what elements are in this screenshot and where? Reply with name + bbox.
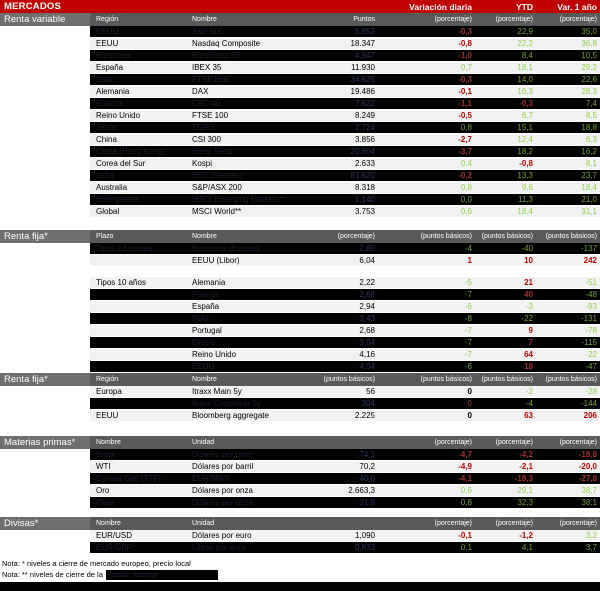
column-header: Nombre	[192, 376, 217, 383]
section-renta-variable	[0, 13, 600, 218]
table-row	[90, 313, 600, 325]
region-cell: Corea del Sur	[96, 159, 146, 168]
column-header-ytd: YTD	[516, 1, 533, 12]
ytd-change-cell: 40	[524, 290, 533, 299]
section-header-bar	[0, 13, 600, 26]
name-cell: Portugal	[192, 326, 222, 335]
daily-change-cell: -7	[464, 290, 472, 299]
column-header: (puntos básicos)	[420, 233, 472, 240]
daily-change-cell: 0	[467, 411, 472, 420]
points-cell: 2,68	[359, 326, 375, 335]
region-cell: Europa	[96, 387, 122, 396]
one-year-change-cell: 22,6	[581, 75, 597, 84]
table-row	[90, 530, 600, 542]
one-year-change-cell: -22	[585, 350, 597, 359]
table-row	[90, 349, 600, 361]
table-row	[90, 158, 600, 170]
column-header: (puntos básicos)	[481, 233, 533, 240]
table-row	[90, 301, 600, 313]
daily-change-cell: 0,8	[460, 498, 472, 507]
points-cell: 8.318	[354, 183, 375, 192]
daily-change-cell: 0,6	[460, 207, 472, 216]
table-row	[90, 86, 600, 98]
one-year-change-cell: 8,5	[585, 111, 597, 120]
name-cell: BSE (Sensex)	[192, 171, 243, 180]
daily-change-cell: -2,7	[458, 135, 472, 144]
daily-change-cell: -0,3	[458, 75, 472, 84]
table-row	[90, 497, 600, 509]
section-label: Divisas*	[0, 517, 90, 530]
column-header: Unidad	[192, 439, 215, 446]
column-header: (porcentaje)	[337, 233, 375, 240]
name-cell: FTSE 100	[192, 111, 229, 120]
column-header: (porcentaje)	[434, 520, 472, 527]
table-row	[90, 542, 600, 554]
footnote-2-highlight: sesión anterior	[106, 570, 218, 580]
points-cell: 2,22	[359, 278, 375, 287]
column-header: (porcentaje)	[495, 16, 533, 23]
daily-change-cell: -1,0	[458, 51, 472, 60]
region-cell: Global	[96, 207, 120, 216]
column-header: Plazo	[96, 233, 114, 240]
name-cell: Grecia	[192, 338, 216, 347]
section-header-bar	[0, 436, 600, 449]
table-row	[90, 473, 600, 485]
ytd-change-cell: 18,4	[517, 207, 533, 216]
region-cell: Tipos 12 meses	[96, 244, 153, 253]
footnotes	[2, 558, 600, 580]
region-cell: EUR/USD	[96, 531, 133, 540]
points-cell: 70,2	[359, 462, 375, 471]
region-cell: Alemania	[96, 87, 130, 96]
points-cell: 304	[361, 399, 375, 408]
daily-change-cell: -1,1	[458, 99, 472, 108]
one-year-change-cell: 7,4	[585, 99, 597, 108]
ytd-change-cell: -1,2	[519, 531, 533, 540]
ytd-change-cell: -18,3	[514, 474, 533, 483]
name-cell: Hang Seng	[192, 147, 233, 156]
column-header: (porcentaje)	[559, 520, 597, 527]
region-cell: EUR/GBP*	[96, 543, 136, 552]
ytd-change-cell: 9,6	[521, 183, 533, 192]
column-header: (porcentaje)	[495, 439, 533, 446]
daily-change-cell: -4,9	[458, 462, 472, 471]
column-header: Nombre	[96, 439, 121, 446]
ytd-change-cell: -4	[525, 399, 533, 408]
points-cell: 1.140	[354, 195, 375, 204]
ytd-change-cell: 7	[528, 338, 533, 347]
column-header: (puntos básicos)	[481, 376, 533, 383]
one-year-change-cell: 6,3	[585, 135, 597, 144]
section-label: Renta fija*	[0, 230, 90, 243]
name-cell: Libras por euro	[192, 543, 246, 552]
ytd-change-cell: -3	[525, 302, 533, 311]
ytd-change-cell: -40	[521, 244, 533, 253]
points-cell: 2.663,3	[348, 486, 375, 495]
points-cell: 74,3	[359, 450, 375, 459]
region-cell: Eurozona	[96, 51, 131, 60]
table-row	[90, 461, 600, 473]
column-header: Región	[96, 376, 119, 383]
column-header: (porcentaje)	[559, 16, 597, 23]
daily-change-cell: 0,8	[460, 123, 472, 132]
bottom-black-bar	[0, 582, 600, 591]
points-cell: 0,833	[354, 543, 375, 552]
region-cell: Japón	[96, 123, 118, 132]
column-header-one-year: Var. 1 año	[557, 1, 597, 12]
ytd-change-cell: 18,2	[517, 147, 533, 156]
one-year-change-cell: -115	[581, 338, 597, 347]
one-year-change-cell: -18,8	[578, 450, 597, 459]
footnote-2	[2, 569, 600, 580]
name-cell: Dólares por onza	[192, 498, 253, 507]
ytd-change-cell: 11,3	[518, 195, 533, 204]
column-header: Nombre	[96, 520, 121, 527]
ytd-change-cell: 29,1	[517, 486, 533, 495]
name-cell: Kospi	[192, 159, 213, 168]
region-cell: Europa Gas (TTF)	[96, 474, 161, 483]
section-renta-fija-credito	[0, 373, 600, 422]
table-row	[90, 110, 600, 122]
title-bar	[0, 0, 600, 13]
one-year-change-cell: 8,1	[585, 159, 597, 168]
points-cell: 2,94	[359, 302, 375, 311]
points-cell: 31,6	[359, 498, 375, 507]
one-year-change-cell: -27,8	[578, 474, 597, 483]
section-materias-primas	[0, 436, 600, 509]
points-cell: 2.724	[354, 123, 375, 132]
ytd-change-cell: -22	[521, 314, 533, 323]
name-cell: EEUU (Libor)	[192, 256, 240, 265]
name-cell: Itraxx Crossover 5y	[192, 399, 261, 408]
daily-change-cell: -5	[464, 278, 472, 287]
points-cell: 3,04	[359, 338, 375, 347]
section-label: Renta variable	[0, 13, 90, 26]
name-cell: Reino Unido	[192, 350, 237, 359]
one-year-change-cell: 38,1	[581, 498, 597, 507]
daily-change-cell: -8	[464, 314, 472, 323]
column-header: (porcentaje)	[495, 520, 533, 527]
region-cell: WTI	[96, 462, 111, 471]
daily-change-cell: 0,0	[460, 195, 472, 204]
table-row	[90, 182, 600, 194]
name-cell: Dólares por barril	[192, 462, 254, 471]
ytd-change-cell: 15,1	[517, 123, 533, 132]
region-cell: Plata	[96, 498, 115, 507]
points-cell: 56	[366, 387, 375, 396]
daily-change-cell: 0,6	[460, 486, 472, 495]
points-cell: 7.622	[354, 99, 375, 108]
name-cell: CAC 40	[192, 99, 221, 108]
points-cell: 40,0	[359, 474, 375, 483]
name-cell: DAX	[192, 87, 209, 96]
column-header: (puntos básicos)	[420, 376, 472, 383]
region-cell: Oro	[96, 486, 110, 495]
table-row	[90, 98, 600, 110]
daily-change-cell: 0,4	[460, 159, 472, 168]
one-year-change-cell: -48	[585, 290, 597, 299]
table-row	[90, 361, 600, 373]
ytd-change-cell: 4,1	[521, 543, 533, 552]
table-row	[90, 50, 600, 62]
points-cell: 2,80	[359, 244, 375, 253]
points-cell: 81.620	[350, 171, 375, 180]
daily-change-cell: 0,8	[460, 183, 472, 192]
one-year-change-cell: 18,4	[581, 183, 597, 192]
table-row	[90, 146, 600, 158]
points-cell: 18.347	[350, 39, 375, 48]
name-cell: CSI 300	[192, 135, 221, 144]
column-header: (porcentaje)	[434, 16, 472, 23]
daily-change-cell: -7	[464, 350, 472, 359]
section-label: Renta fija*	[0, 373, 90, 386]
region-cell: Italia	[96, 75, 113, 84]
column-header: (puntos básicos)	[545, 233, 597, 240]
name-cell: EuroStoxx 50	[192, 51, 241, 60]
points-cell: 4,04	[359, 362, 375, 371]
table-row	[90, 325, 600, 337]
name-cell: Itraxx Main 5y	[192, 387, 242, 396]
ytd-change-cell: -2	[525, 387, 533, 396]
one-year-change-cell: 31,1	[581, 207, 597, 216]
points-cell: 3.856	[354, 135, 375, 144]
daily-change-cell: -0,8	[458, 39, 472, 48]
points-cell: 1,090	[354, 531, 375, 540]
region-cell: EEUU	[96, 39, 119, 48]
region-cell: Reino Unido	[96, 111, 141, 120]
one-year-change-cell: 36,8	[581, 39, 597, 48]
one-year-change-cell: 38,7	[581, 486, 597, 495]
ytd-change-cell: 18,1	[517, 63, 533, 72]
daily-change-cell: -4,7	[458, 450, 472, 459]
report-title: MERCADOS	[4, 1, 62, 12]
region-cell: Australia	[96, 183, 128, 192]
name-cell: S&P/ASX 200	[192, 183, 242, 192]
points-cell: 3,43	[359, 314, 375, 323]
daily-change-cell: 0	[467, 399, 472, 408]
ytd-change-cell: 64	[524, 350, 533, 359]
daily-change-cell: -0,2	[458, 171, 472, 180]
region-cell: España	[96, 63, 124, 72]
points-cell: 5.853	[354, 27, 375, 36]
table-row	[90, 449, 600, 461]
ytd-change-cell: -0,3	[519, 99, 533, 108]
ytd-change-cell: 8,4	[521, 51, 533, 60]
section-label: Materias primas*	[0, 436, 90, 449]
ytd-change-cell: 12,4	[517, 135, 533, 144]
one-year-change-cell: 29,2	[581, 63, 597, 72]
points-cell: 11.930	[351, 63, 375, 72]
one-year-change-cell: -144	[580, 399, 597, 408]
table-row	[90, 170, 600, 182]
section-header-bar	[0, 373, 600, 386]
name-cell: EUR/MWh	[192, 474, 230, 483]
daily-change-cell: -0,5	[458, 111, 472, 120]
name-cell: Dólares por euro	[192, 531, 252, 540]
section-renta-fija-tipos	[0, 230, 600, 373]
region-cell: China	[96, 135, 117, 144]
daily-change-cell: -7	[464, 338, 472, 347]
ytd-change-cell: -0,8	[519, 159, 533, 168]
section-divisas	[0, 517, 600, 554]
one-year-change-cell: 3,7	[585, 543, 597, 552]
daily-change-cell: -4,1	[458, 474, 472, 483]
name-cell: Dólares por onza	[192, 486, 253, 495]
daily-change-cell: -0,1	[458, 87, 472, 96]
one-year-change-cell: 206	[583, 411, 597, 420]
ytd-change-cell: 14,0	[517, 75, 533, 84]
ytd-change-cell: 10	[524, 256, 533, 265]
points-cell: 8.249	[354, 111, 375, 120]
region-cell: Tipos 10 años	[96, 278, 146, 287]
one-year-change-cell: 18,8	[581, 123, 597, 132]
one-year-change-cell: -28	[585, 387, 597, 396]
name-cell: Eurozona (Euribor)	[192, 244, 260, 253]
ytd-change-cell: 22,9	[517, 27, 533, 36]
points-cell: 19.486	[350, 87, 375, 96]
daily-change-cell: 0,1	[460, 543, 472, 552]
points-cell: 4.947	[354, 51, 375, 60]
table-row	[90, 74, 600, 86]
column-header: (puntos básicos)	[545, 376, 597, 383]
ytd-change-cell: 16,3	[517, 87, 533, 96]
ytd-change-cell: -2,1	[519, 462, 533, 471]
table-row	[90, 194, 600, 206]
name-cell: FTSE MIB	[192, 75, 229, 84]
column-header: Nombre	[192, 233, 217, 240]
daily-change-cell: -3,7	[458, 147, 472, 156]
points-cell: 4,16	[359, 350, 375, 359]
table-row	[90, 26, 600, 38]
name-cell: Dólares por barril	[192, 450, 254, 459]
daily-change-cell: -0,3	[458, 27, 472, 36]
one-year-change-cell: -51	[585, 278, 597, 287]
column-header: Puntos	[353, 16, 375, 23]
region-cell: Emergentes	[96, 195, 140, 204]
table-row	[90, 255, 600, 267]
column-header: Nombre	[192, 16, 217, 23]
one-year-change-cell: 10,5	[581, 51, 597, 60]
sections-container	[0, 13, 600, 554]
one-year-change-cell: 28,3	[581, 87, 597, 96]
points-cell: 3.753	[354, 207, 375, 216]
one-year-change-cell: 23,7	[581, 171, 597, 180]
daily-change-cell: 0,7	[460, 63, 472, 72]
ytd-change-cell: 32,3	[517, 498, 533, 507]
one-year-change-cell: 35,0	[581, 27, 597, 36]
one-year-change-cell: -137	[580, 244, 597, 253]
region-cell: EEUU	[96, 27, 119, 36]
table-row	[90, 277, 600, 289]
daily-change-cell: -7	[464, 326, 472, 335]
ytd-change-cell: 63	[524, 411, 533, 420]
column-header: Región	[96, 16, 119, 23]
ytd-change-cell: 9	[528, 326, 533, 335]
column-header: (porcentaje)	[559, 439, 597, 446]
ytd-change-cell: 13,3	[517, 171, 533, 180]
daily-change-cell: -4	[464, 244, 472, 253]
name-cell: Nasdaq Composite	[192, 39, 261, 48]
region-cell: China (Hong Kong)	[96, 147, 165, 156]
region-cell: India	[96, 171, 114, 180]
one-year-change-cell: -78	[585, 326, 597, 335]
ytd-change-cell: 6,7	[521, 111, 533, 120]
ytd-change-cell: 22,2	[517, 39, 533, 48]
region-cell: EEUU	[96, 411, 119, 420]
points-cell: 2.225	[354, 411, 375, 420]
name-cell: MSCI Emerging Markets**	[192, 195, 286, 204]
footnote-1: Nota: * niveles a cierre de mercado europeo, precio local	[2, 559, 191, 568]
one-year-change-cell: 21,0	[581, 195, 597, 204]
section-header-bar	[0, 517, 600, 530]
table-row	[90, 337, 600, 349]
column-header: Unidad	[192, 520, 215, 527]
name-cell: Bloomberg aggregate	[192, 411, 269, 420]
name-cell: España	[192, 302, 220, 311]
region-cell: Francia	[96, 99, 123, 108]
one-year-change-cell: -131	[580, 314, 597, 323]
daily-change-cell: -0,1	[458, 531, 472, 540]
ytd-change-cell: 18	[524, 362, 533, 371]
table-row	[90, 398, 600, 410]
region-cell: Brent	[96, 450, 116, 459]
table-row	[90, 289, 600, 301]
one-year-change-cell: -93	[585, 302, 597, 311]
name-cell: Francia	[192, 290, 219, 299]
ytd-change-cell: -4,2	[519, 450, 533, 459]
table-row	[90, 386, 600, 398]
points-cell: 2,88	[359, 290, 375, 299]
name-cell: S&P 500	[192, 27, 224, 36]
footnote-2-text: Nota: ** niveles de cierre de la	[2, 570, 105, 579]
column-header: (puntos básicos)	[323, 376, 375, 383]
table-row	[90, 485, 600, 497]
daily-change-cell: -6	[464, 362, 472, 371]
column-header-daily-change: Variación diaria	[409, 1, 472, 12]
points-cell: 20.804	[350, 147, 375, 156]
one-year-change-cell: 3,2	[585, 531, 597, 540]
name-cell: IBEX 35	[192, 63, 222, 72]
name-cell: Alemania	[192, 278, 226, 287]
points-cell: 34.625	[350, 75, 375, 84]
daily-change-cell: 1	[467, 256, 472, 265]
name-cell: Italia	[192, 314, 209, 323]
table-row	[90, 243, 600, 255]
points-cell: 2.633	[354, 159, 375, 168]
one-year-change-cell: -47	[585, 362, 597, 371]
one-year-change-cell: -20,0	[578, 462, 597, 471]
one-year-change-cell: 16,2	[581, 147, 597, 156]
table-row	[90, 62, 600, 74]
table-row	[90, 122, 600, 134]
table-row	[90, 38, 600, 50]
name-cell: TOPIX	[192, 123, 216, 132]
section-header-bar	[0, 230, 600, 243]
name-cell: MSCI World**	[192, 207, 242, 216]
daily-change-cell: 0	[467, 387, 472, 396]
ytd-change-cell: 21	[524, 278, 533, 287]
table-row	[90, 410, 600, 422]
name-cell: EEUU	[192, 362, 215, 371]
points-cell: 6,04	[359, 256, 375, 265]
column-header: (porcentaje)	[434, 439, 472, 446]
daily-change-cell: -6	[464, 302, 472, 311]
table-row	[90, 134, 600, 146]
table-row	[90, 206, 600, 218]
one-year-change-cell: 242	[583, 256, 597, 265]
